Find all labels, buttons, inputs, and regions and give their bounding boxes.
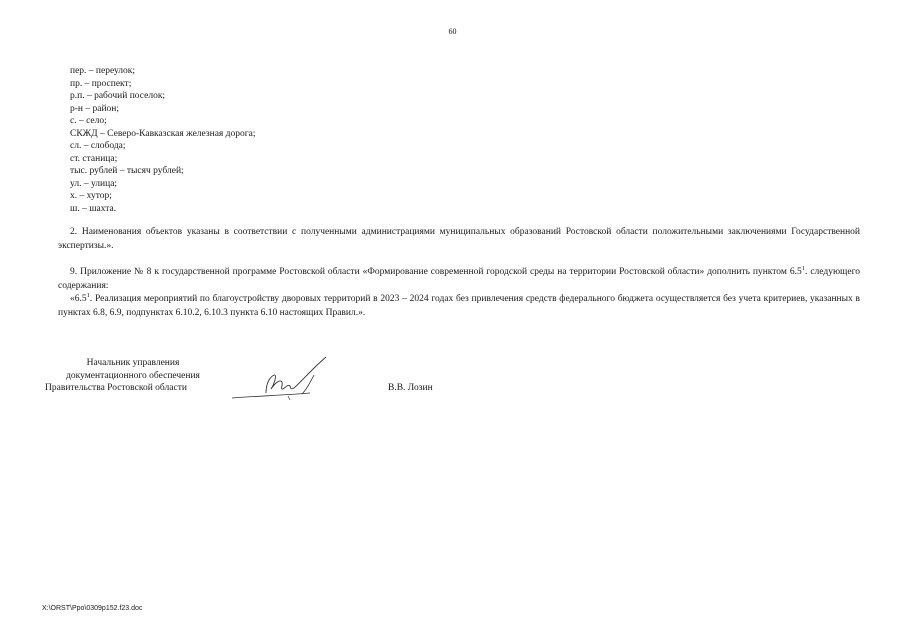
point-6-5-paragraph <box>58 293 860 320</box>
page-number: 60 <box>448 27 457 36</box>
abbreviation-item: х. – хутор; <box>70 191 112 201</box>
abbreviation-item: ш. – шахта. <box>70 203 117 214</box>
signatory-title-line: Начальник управления <box>86 358 180 368</box>
abbreviation-item: сл. – слобода; <box>70 141 126 151</box>
abbreviation-item: р-н – район; <box>70 103 120 114</box>
note-2-text: 2. Наименования объектов указаны в соответствии с полученными администрациями муниципальных образований Ростовской области положительными заключениями Государственной экспертизы.». <box>58 227 860 251</box>
abbreviation-item: пер. – переулок; <box>70 66 136 76</box>
signatory-title-line: Правительства Ростовской области <box>45 383 187 393</box>
signer-name: В.В. Лозин <box>388 383 433 393</box>
abbreviation-item: р.п. – рабочий поселок; <box>70 91 166 101</box>
abbreviation-list <box>70 65 256 215</box>
signatory-title-line: документационного обеспечения <box>66 370 200 381</box>
point-6-5-text-end: . Реализация мероприятий по благоустройству дворовых территорий в 2023 – 2024 годах без привлечения средств федерального бюджета осуществляется без учета критериев, указанных в пунктах 6.8, 6.9, подпунктах 6.10.2, 6.10.3 пункта 6.10 настоящих Правил.». <box>58 294 860 318</box>
superscript: 1 <box>801 264 805 272</box>
abbreviation-item: СКЖД – Северо-Кавказская железная дорога; <box>70 128 256 139</box>
signatory-title <box>45 357 208 395</box>
item-9-text-end: . следующего содержания: <box>58 267 860 291</box>
handwritten-signature <box>228 353 338 403</box>
abbreviation-item: пр. – проспект; <box>70 78 132 89</box>
abbreviation-item: ст. станица; <box>70 153 118 164</box>
item-9-paragraph <box>58 266 860 293</box>
abbreviation-item: ул. – улица; <box>70 178 118 189</box>
item-9-text: 9. Приложение № 8 к государственной программе Ростовской области «Формирование современной городской среды на территории Ростовской области» дополнить пунктом 6.5 <box>70 267 802 277</box>
abbreviation-item: тыс. рублей – тысяч рублей; <box>70 166 184 176</box>
point-6-5-text: «6.5 <box>70 294 87 304</box>
note-2-paragraph <box>58 226 860 253</box>
superscript: 1 <box>86 291 90 299</box>
abbreviation-item: с. – село; <box>70 116 107 126</box>
footer-file-path: X:\ORST\Ppo\0309p152.f23.doc <box>42 605 143 612</box>
